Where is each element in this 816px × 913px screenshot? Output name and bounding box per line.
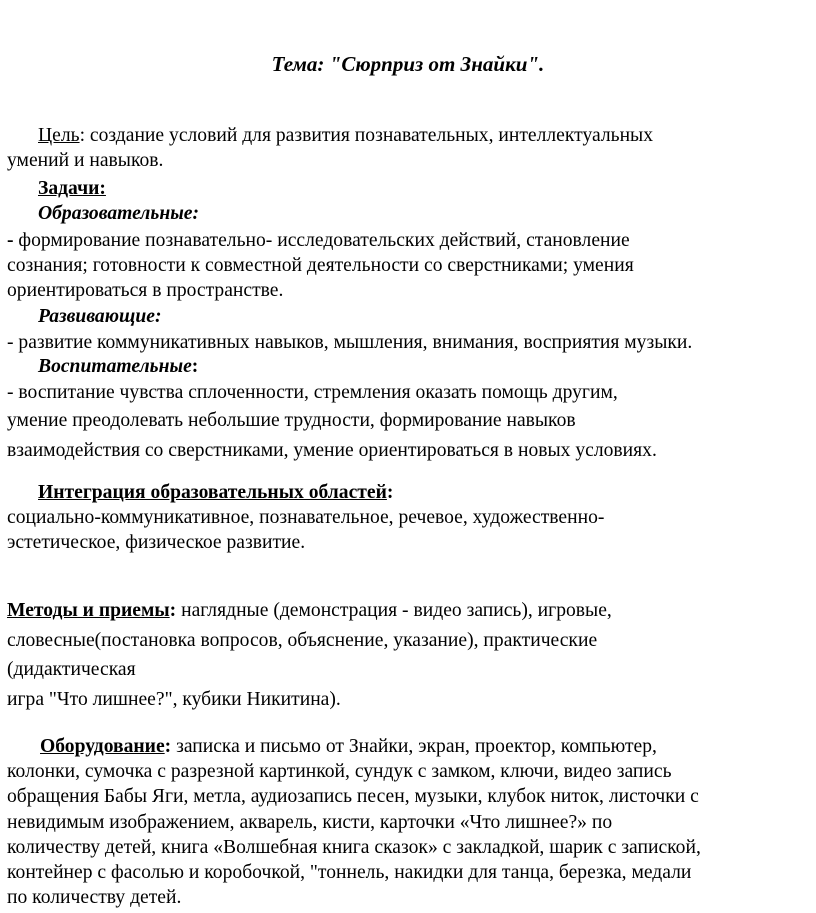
methods-paragraph: Методы и приемы: наглядные (демонстрация - видео запись), игровые, словесные(постановка вопросов, объяснение, указание), практические (дидактическая игра "Что лишнее?", кубики Никитина). [7,600,612,710]
tasks-heading: Задачи: [38,178,106,199]
goal-text-line: умений и навыков. [7,150,164,172]
educational-paragraph: - формирование познавательно- исследовательских действий, становление сознания; готовности к совместной деятельности со сверстниками; умения ориентироваться в пространстве. [7,230,634,302]
developing-paragraph: - развитие коммуникативных навыков, мышления, внимания, восприятия музыки. [7,332,693,353]
equipment-paragraph: Оборудование: записка и письмо от Знайки, экран, проектор, компьютер, колонки, сумочка с разрезной картинкой, сундук с замком, ключи, видео запись обращения Бабы Яги, метла, аудиозапись песен, музыки, клубок ниток, листочки с невидимым изображением, акварель, кисти, карточки «Что лишнее?» по количеству детей, книга «Волшебная книга сказок» с закладкой, шарик с запиской, контейнер с фасолью и коробочкой, "тоннель, накидки для танца, березка, медали по количеству детей. [7,736,701,909]
goal-paragraph [7,123,803,173]
upbringing-paragraph: - воспитание чувства сплоченности, стремления оказать помощь другим, умение преодолевать небольшие трудности, формирование навыков взаимодействия со сверстниками, умение ориентироваться в новых условиях. [7,382,657,462]
integration-paragraph: Интеграция образовательных областей: социально-коммуникативное, познавательное, речевое, художественно- эстетическое, физическое развитие. [7,482,605,554]
integration-label: Интеграция образовательных областей [38,482,387,503]
equipment-label: Оборудование [40,736,165,757]
goal-label: Цель [38,125,80,146]
methods-label: Методы и приемы [7,600,170,621]
educational-heading: Образовательные: [38,203,200,224]
lesson-title: Тема: "Сюрприз от Знайки". [271,52,545,76]
upbringing-heading: Воспитательные: [38,356,199,377]
goal-text-line: : создание условий для развития познавательных, интеллектуальных [79,125,654,146]
developing-heading: Развивающие: [38,306,162,327]
